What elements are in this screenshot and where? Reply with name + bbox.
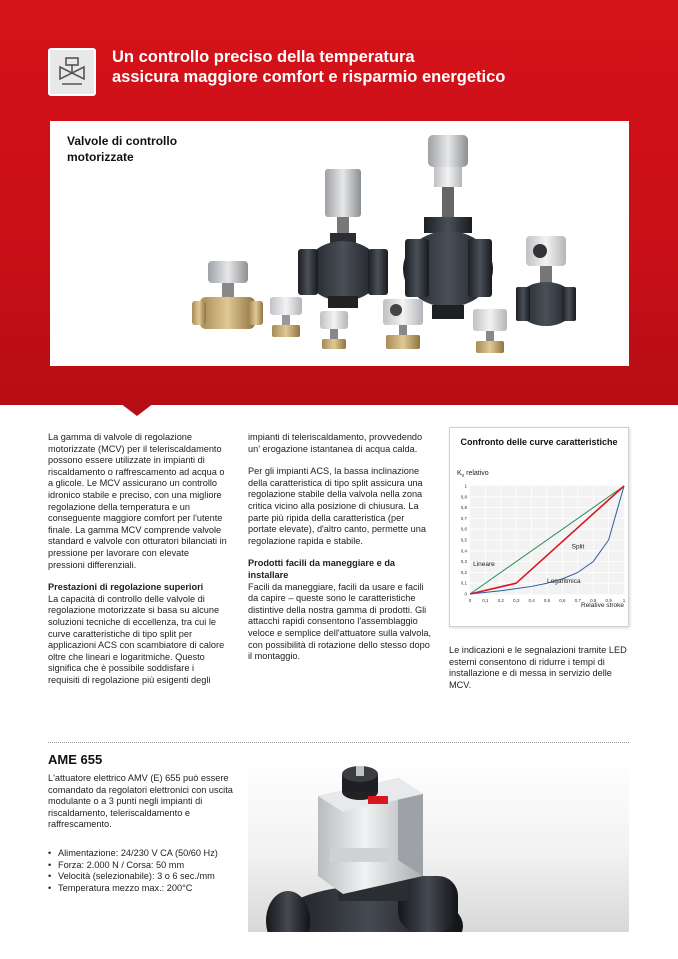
chart-xlabel: Relative stroke bbox=[581, 602, 624, 609]
valve-actuator-icon bbox=[48, 48, 96, 96]
iron-valve-medium bbox=[298, 169, 388, 308]
hero-arrow bbox=[120, 403, 154, 416]
small-actuator-3 bbox=[320, 311, 348, 349]
install-paragraph: Facili da maneggiare, facili da usare e facili da capire – queste sono le caratteristiche distintive della nostra gamma di prodotti. Gli attacchi rapidi consentono l'assemblaggio veloce e semplice dell'attuatore sulla valvola, con possibilità di rotazione dello stesso dopo il montaggio. bbox=[248, 581, 432, 662]
chart-x-tick-label: 0,6 bbox=[559, 598, 566, 603]
product-photo bbox=[50, 121, 629, 366]
chart-series-label: Split bbox=[571, 543, 585, 551]
chart-x-tick-label: 1 bbox=[622, 598, 626, 603]
section-heading-install: Prodotti facili da maneggiare e da installare bbox=[248, 558, 396, 580]
chart-x-tick-label: 0,9 bbox=[605, 598, 612, 603]
iron-valve-large bbox=[403, 135, 493, 319]
chart-series-label: Lineare bbox=[473, 560, 495, 568]
intro-paragraph: La gamma di valvole di regolazione motorizzate (MCV) per il teleriscaldamento possono essere utilizzate in impianti di riscaldamento o raffrescamento ad acqua o a glicole. Le MCV assicurano un controllo idronico stabile e preciso, con una migliore regolazione della temperatura e un conseguente maggiore comfort per l'utente finale. La gamma MCV comprende valvole standard e valvole con otturatori bilanciati in pressione per lavorare con elevate pressioni differenziali. bbox=[48, 432, 227, 570]
chart-y-tick-label: 0,7 bbox=[460, 515, 467, 521]
ame-description: L'attuatore elettrico AMV (E) 655 può essere comandato da regolatori elettronici con uscita modulante o a 3 punti negli impianti di riscaldamento, teleriscaldamento e raffrescamento. bbox=[48, 773, 233, 830]
ame-655-photo bbox=[248, 756, 629, 932]
chart-y-tick-label: 0,8 bbox=[460, 505, 467, 511]
ame-spec-item: • Velocità (selezionabile): 3 o 6 sec./mm bbox=[48, 871, 243, 883]
continuation-paragraph: impianti di teleriscaldamento, provvedendo un' erogazione istantanea di acqua calda. bbox=[248, 432, 423, 454]
ame-specs-list bbox=[48, 848, 243, 894]
iron-valve-right bbox=[516, 236, 576, 326]
chart-y-tick-label: 0,5 bbox=[460, 537, 467, 543]
chart-x-tick-label: 0,1 bbox=[482, 598, 489, 603]
small-actuator-1 bbox=[383, 299, 423, 349]
hero-title-line1: Un controllo preciso della temperatura bbox=[112, 48, 415, 66]
small-valve bbox=[270, 297, 302, 337]
chart-y-tick-label: 1 bbox=[464, 483, 467, 489]
chart-y-tick-label: 0,2 bbox=[460, 569, 467, 575]
characteristic-curves-chart bbox=[449, 427, 629, 627]
ame-title: AME 655 bbox=[48, 752, 103, 767]
chart-y-tick-label: 0,6 bbox=[460, 526, 467, 532]
section-divider bbox=[48, 742, 629, 743]
chart-x-tick-label: 0,3 bbox=[513, 598, 520, 603]
photo-title: Valvole di controllo motorizzate bbox=[67, 134, 178, 164]
chart-x-tick-label: 0,2 bbox=[497, 598, 504, 603]
ame-spec-item: • Alimentazione: 24/230 V CA (50/60 Hz) bbox=[48, 848, 243, 860]
hero-title bbox=[112, 47, 632, 87]
chart-x-tick-label: 0,7 bbox=[574, 598, 581, 603]
hero-title-line2: assicura maggiore comfort e risparmio energetico bbox=[112, 68, 506, 86]
chart-x-tick-label: 0,8 bbox=[590, 598, 597, 603]
ame-spec-item: • Forza: 2.000 N / Corsa: 50 mm bbox=[48, 860, 243, 872]
section-heading-performance: Prestazioni di regolazione superiori bbox=[48, 582, 204, 593]
led-note: Le indicazioni e le segnalazioni tramite LED esterni consentono di ridurre i tempi di installazione e di messa in servizio delle MCV. bbox=[449, 645, 627, 690]
chart-x-tick-label: 0,5 bbox=[543, 598, 551, 603]
ame-spec-item: • Temperatura mezzo max.: 200°C bbox=[48, 883, 243, 895]
chart-series-label: Logaritmica bbox=[547, 578, 581, 586]
chart-y-tick-label: 0,4 bbox=[460, 548, 467, 554]
brass-valve-left bbox=[192, 261, 263, 329]
chart-canvas bbox=[450, 428, 630, 628]
text-column-1 bbox=[48, 432, 228, 697]
ame-actuator-illustration bbox=[248, 756, 629, 932]
chart-y-tick-label: 0,3 bbox=[460, 559, 467, 565]
chart-y-tick-label: 0,1 bbox=[460, 580, 467, 586]
chart-x-tick-label: 0 bbox=[468, 598, 472, 603]
chart-ylabel: $K_v$ relativo bbox=[457, 470, 489, 479]
chart-y-tick-label: 0,9 bbox=[460, 494, 467, 500]
chart-title: Confronto delle curve caratteristiche bbox=[460, 437, 618, 447]
small-actuator-2 bbox=[473, 309, 507, 353]
performance-paragraph: La capacità di controllo delle valvole di regolazione motorizzate si basa su alcune soluzioni tecniche di eccellenza, tra cui le curve caratteristiche di tipo split per applicazioni ACS con scambiatore di calore oltre che lineari e logaritmiche. Questo significa che è possibile soddisfare i requisiti di regolazione più esigenti degli bbox=[48, 593, 225, 685]
split-paragraph: Per gli impianti ACS, la bassa inclinazione della caratteristica di tipo split assicura una regolazione stabile della valvola nella zona critica vicino alla posizione di chiusura. La parte più ripida della caratteristica (per portate elevate), d'altro canto, permette una regolazione rapida e stabile. bbox=[248, 466, 426, 546]
chart-y-tick-label: 0 bbox=[464, 591, 467, 597]
chart-x-tick-label: 0,4 bbox=[528, 598, 535, 603]
text-column-2 bbox=[248, 432, 433, 674]
